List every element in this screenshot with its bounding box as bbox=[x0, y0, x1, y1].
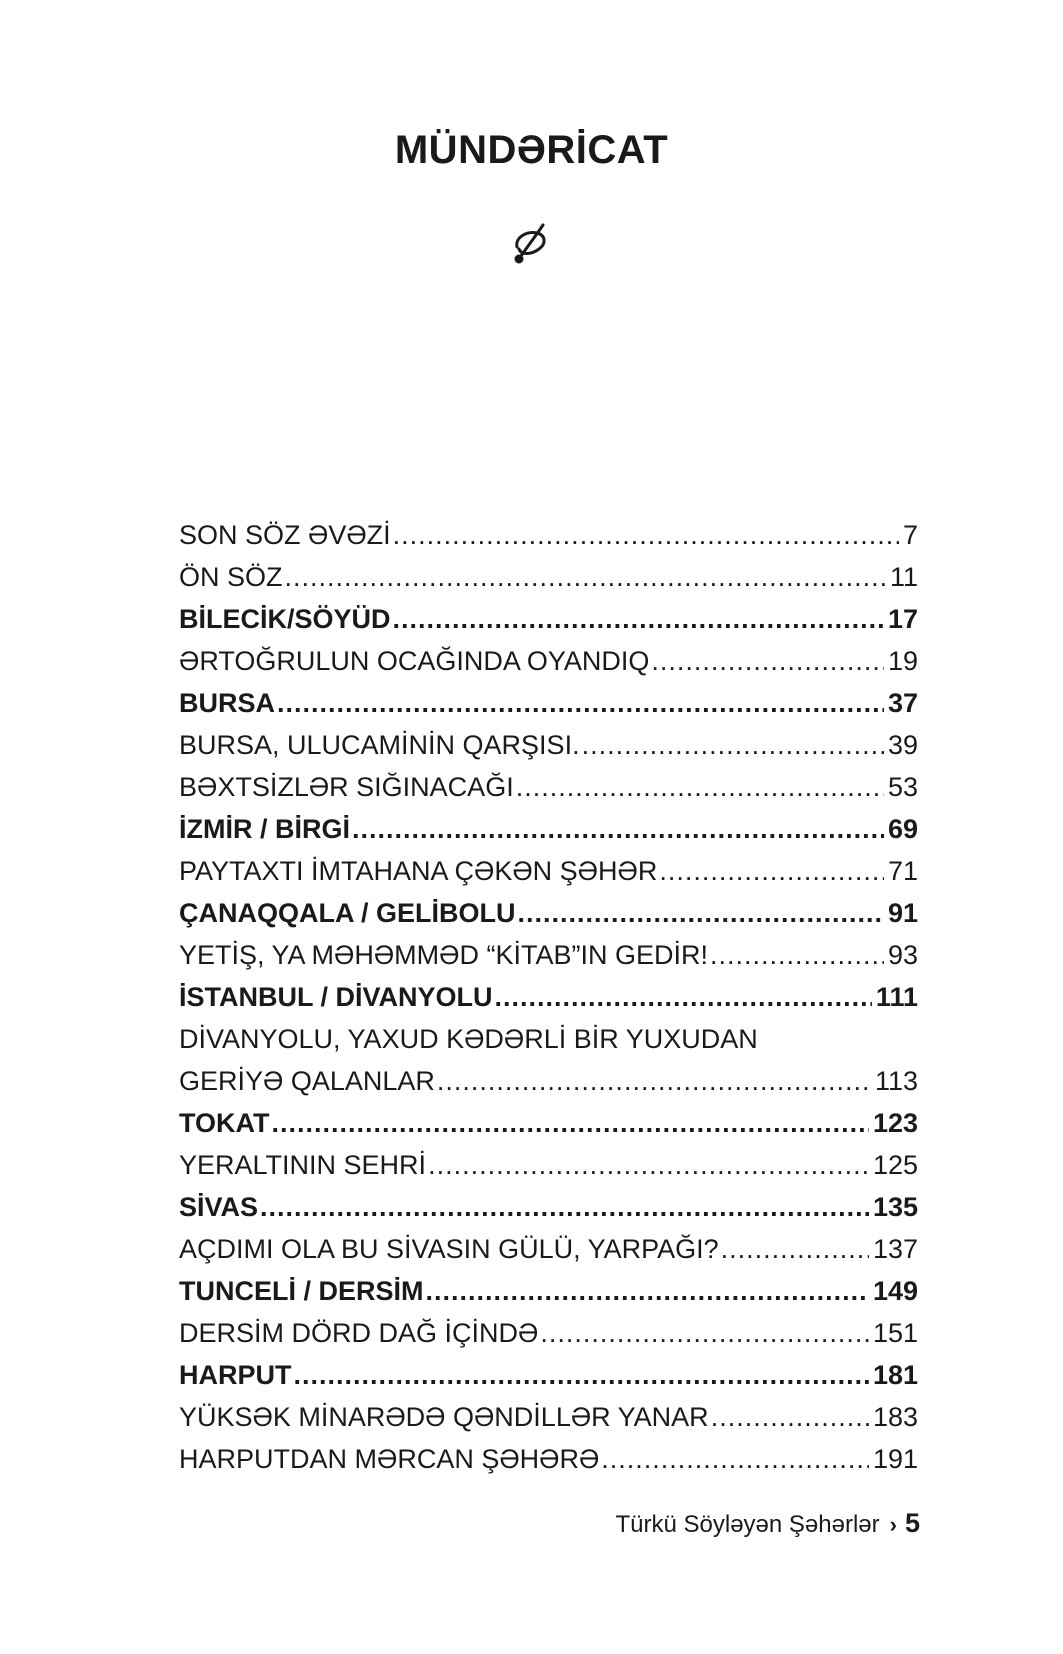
toc-entry-title: SİVAS bbox=[179, 1192, 259, 1222]
dot-leader bbox=[285, 556, 886, 598]
toc-entry-page: 93 bbox=[887, 940, 918, 970]
toc-entry-page: 183 bbox=[872, 1402, 918, 1432]
toc-entry-page: 39 bbox=[887, 730, 918, 760]
toc-entry-page: 125 bbox=[872, 1150, 918, 1180]
toc-entry[interactable] bbox=[179, 766, 918, 808]
toc-entry-page: 91 bbox=[887, 898, 918, 928]
toc-entry-page: 37 bbox=[887, 688, 918, 718]
toc-entry[interactable] bbox=[179, 1354, 918, 1396]
toc-entry[interactable] bbox=[179, 514, 918, 556]
toc-entry-title: ƏRTOĞRULUN OCAĞINDA OYANDIQ bbox=[179, 646, 650, 676]
dot-leader bbox=[516, 766, 884, 808]
toc-entry[interactable] bbox=[179, 1396, 918, 1438]
toc-entry-page: 137 bbox=[872, 1234, 918, 1264]
toc-entry-title: TOKAT bbox=[179, 1108, 270, 1138]
toc-entry[interactable] bbox=[179, 1018, 918, 1060]
toc-entry-page: 135 bbox=[872, 1192, 918, 1222]
toc-entry[interactable] bbox=[179, 1312, 918, 1354]
toc-entry-title: DERSİM DÖRD DAĞ İÇİNDƏ bbox=[179, 1318, 539, 1348]
dot-leader bbox=[393, 598, 884, 640]
toc-entry[interactable] bbox=[179, 640, 918, 682]
dot-leader bbox=[710, 934, 884, 976]
toc-entry-page: 17 bbox=[887, 604, 918, 634]
toc-entry-title: GERİYƏ QALANLAR bbox=[179, 1066, 435, 1096]
dot-leader bbox=[582, 724, 884, 766]
dot-leader bbox=[495, 976, 872, 1018]
dot-leader bbox=[540, 1312, 869, 1354]
toc-entry-page: 19 bbox=[887, 646, 918, 676]
dot-leader bbox=[711, 1396, 869, 1438]
toc-entry[interactable] bbox=[179, 1144, 918, 1186]
toc-entry-title: DİVANYOLU, YAXUD KƏDƏRLİ BİR YUXUDAN bbox=[179, 1024, 758, 1054]
toc-entry[interactable] bbox=[179, 1228, 918, 1270]
toc-entry-title: HARPUT bbox=[179, 1360, 292, 1390]
dot-leader bbox=[352, 808, 884, 850]
table-of-contents bbox=[179, 514, 918, 1480]
dot-leader bbox=[294, 1354, 869, 1396]
toc-entry[interactable] bbox=[179, 808, 918, 850]
decorative-flourish-icon bbox=[505, 217, 555, 267]
footer-separator: › bbox=[889, 1512, 897, 1537]
toc-entry[interactable] bbox=[179, 682, 918, 724]
toc-entry-title: PAYTAXTI İMTAHANA ÇƏKƏN ŞƏHƏR bbox=[179, 856, 658, 886]
toc-entry[interactable] bbox=[179, 724, 918, 766]
page-title: MÜNDƏRİCAT bbox=[394, 128, 669, 172]
toc-entry-page: 11 bbox=[889, 562, 918, 592]
dot-leader bbox=[601, 1438, 869, 1480]
toc-entry-title: YETİŞ, YA MƏHƏMMƏD “KİTAB”IN GEDİR! bbox=[179, 940, 708, 970]
toc-entry-title: AÇDIMI OLA BU SİVASIN GÜLÜ, YARPAĞI? bbox=[179, 1234, 719, 1264]
toc-entry-page: 71 bbox=[887, 856, 918, 886]
toc-entry-title: SON SÖZ ƏVƏZİ bbox=[179, 520, 391, 550]
toc-entry[interactable] bbox=[179, 934, 918, 976]
toc-entry-title: HARPUTDAN MƏRCAN ŞƏHƏRƏ bbox=[179, 1444, 600, 1474]
dot-leader bbox=[518, 892, 884, 934]
toc-entry-title: YÜKSƏK MİNARƏDƏ QƏNDİLLƏR YANAR bbox=[179, 1402, 709, 1432]
toc-entry-page: 149 bbox=[872, 1276, 918, 1306]
toc-entry-page: 111 bbox=[875, 982, 918, 1012]
toc-entry[interactable] bbox=[179, 1060, 918, 1102]
toc-entry-page: 191 bbox=[872, 1444, 918, 1474]
toc-entry-title: BƏXTSİZLƏR SIĞINACAĞI bbox=[179, 772, 514, 802]
toc-entry-title: İZMİR / BİRGİ bbox=[179, 814, 350, 844]
dot-leader bbox=[272, 1102, 869, 1144]
toc-entry[interactable] bbox=[179, 1270, 918, 1312]
toc-entry[interactable] bbox=[179, 850, 918, 892]
toc-entry[interactable] bbox=[179, 892, 918, 934]
toc-entry[interactable] bbox=[179, 1102, 918, 1144]
dot-leader bbox=[426, 1270, 869, 1312]
toc-entry-title: ÇANAQQALA / GELİBOLU bbox=[179, 898, 516, 928]
toc-entry-page: 151 bbox=[872, 1318, 918, 1348]
page-footer bbox=[616, 1508, 921, 1539]
page-number: 5 bbox=[904, 1508, 920, 1538]
toc-entry-title: İSTANBUL / DİVANYOLU bbox=[179, 982, 493, 1012]
toc-entry-title: YERALTININ SEHRİ bbox=[179, 1150, 427, 1180]
dot-leader bbox=[721, 1228, 869, 1270]
toc-entry[interactable] bbox=[179, 1186, 918, 1228]
dot-leader bbox=[428, 1144, 869, 1186]
toc-entry[interactable] bbox=[179, 598, 918, 640]
toc-entry-title: TUNCELİ / DERSİM bbox=[179, 1276, 424, 1306]
toc-entry-title: ÖN SÖZ bbox=[179, 562, 283, 592]
toc-entry[interactable] bbox=[179, 976, 918, 1018]
toc-entry-page: 123 bbox=[872, 1108, 918, 1138]
toc-entry-page: 7 bbox=[902, 520, 918, 550]
dot-leader bbox=[277, 682, 884, 724]
footer-book-title: Türkü Söyləyən Şəhərlər bbox=[615, 1511, 880, 1538]
dot-leader bbox=[651, 640, 884, 682]
toc-entry-page: 113 bbox=[874, 1066, 918, 1096]
toc-entry-title: BURSA, ULUCAMİNİN QARŞISI. bbox=[179, 730, 580, 760]
toc-entry[interactable] bbox=[179, 556, 918, 598]
dot-leader bbox=[659, 850, 884, 892]
toc-entry-page: 181 bbox=[872, 1360, 918, 1390]
dot-leader bbox=[260, 1186, 869, 1228]
dot-leader bbox=[437, 1060, 871, 1102]
toc-entry-page: 69 bbox=[887, 814, 918, 844]
toc-entry-page: 53 bbox=[887, 772, 918, 802]
toc-entry-title: BİLECİK/SÖYÜD bbox=[179, 604, 391, 634]
dot-leader bbox=[393, 514, 899, 556]
toc-entry-title: BURSA bbox=[179, 688, 276, 718]
toc-entry[interactable] bbox=[179, 1438, 918, 1480]
